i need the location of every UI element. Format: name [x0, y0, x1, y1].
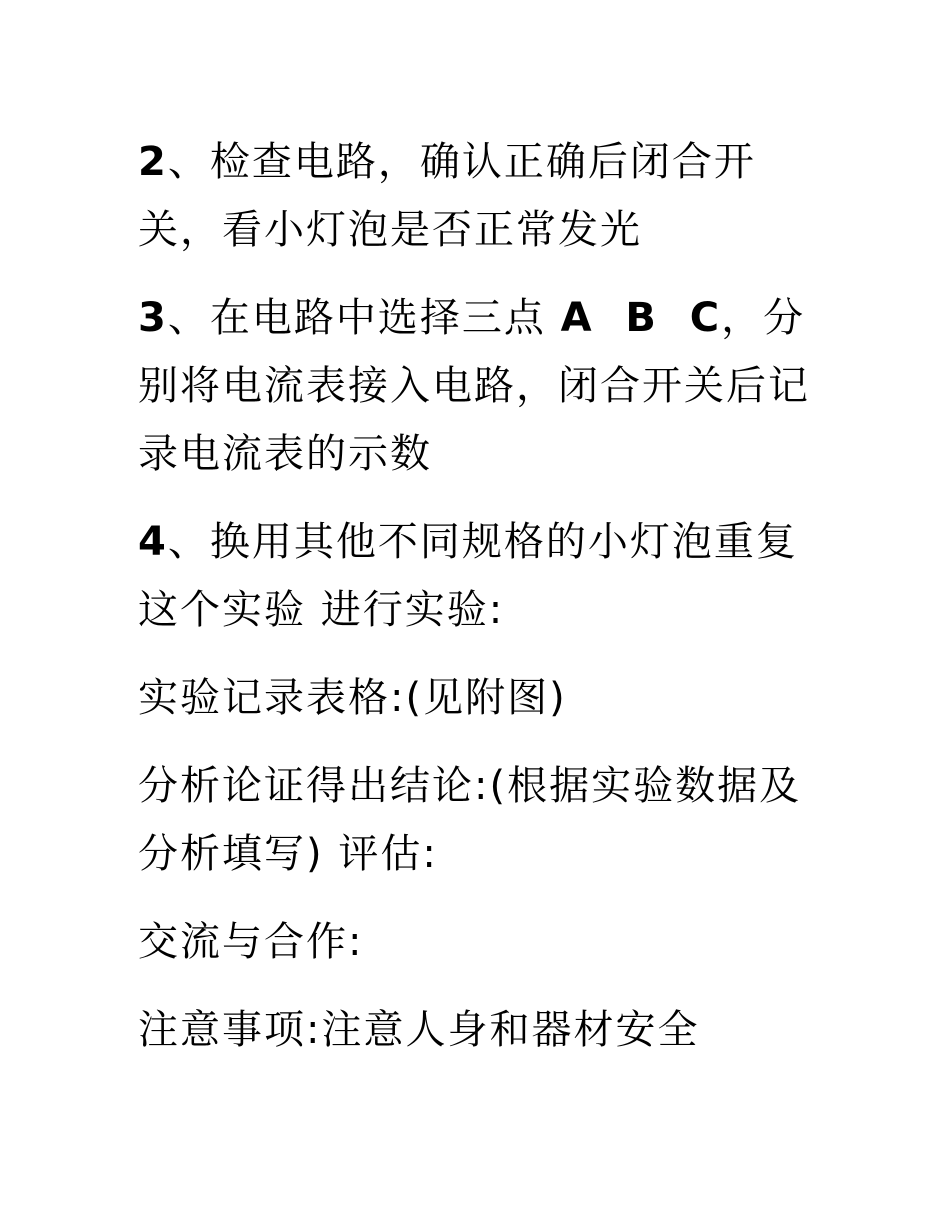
- step-text: 、检查电路，确认正确后闭合开关，看小灯泡是否正常发光: [138, 139, 756, 253]
- step-number: 3: [138, 295, 168, 341]
- document-body: [138, 128, 818, 1084]
- step-text: 、换用其他不同规格的小灯泡重复这个实验 进行实验:: [138, 519, 798, 633]
- step-number: 2: [138, 139, 168, 185]
- step-4-paragraph: [138, 508, 818, 644]
- conclusion-paragraph: 分析论证得出结论:(根据实验数据及分析填写) 评估:: [138, 763, 802, 877]
- step-2-paragraph: [138, 128, 818, 264]
- step-3-paragraph: [138, 284, 818, 488]
- record-table-paragraph: 实验记录表格:(见附图): [138, 675, 567, 721]
- step-text-continued: ，分别将电流表接入电路，闭合开关后记录电流表的示数: [138, 295, 810, 477]
- point-labels: A B C: [560, 295, 722, 341]
- step-text: 、在电路中选择三点: [167, 295, 561, 341]
- communication-paragraph: 交流与合作:: [138, 919, 364, 965]
- step-number: 4: [138, 519, 168, 565]
- notes-paragraph: 注意事项:注意人身和器材安全: [138, 1007, 700, 1053]
